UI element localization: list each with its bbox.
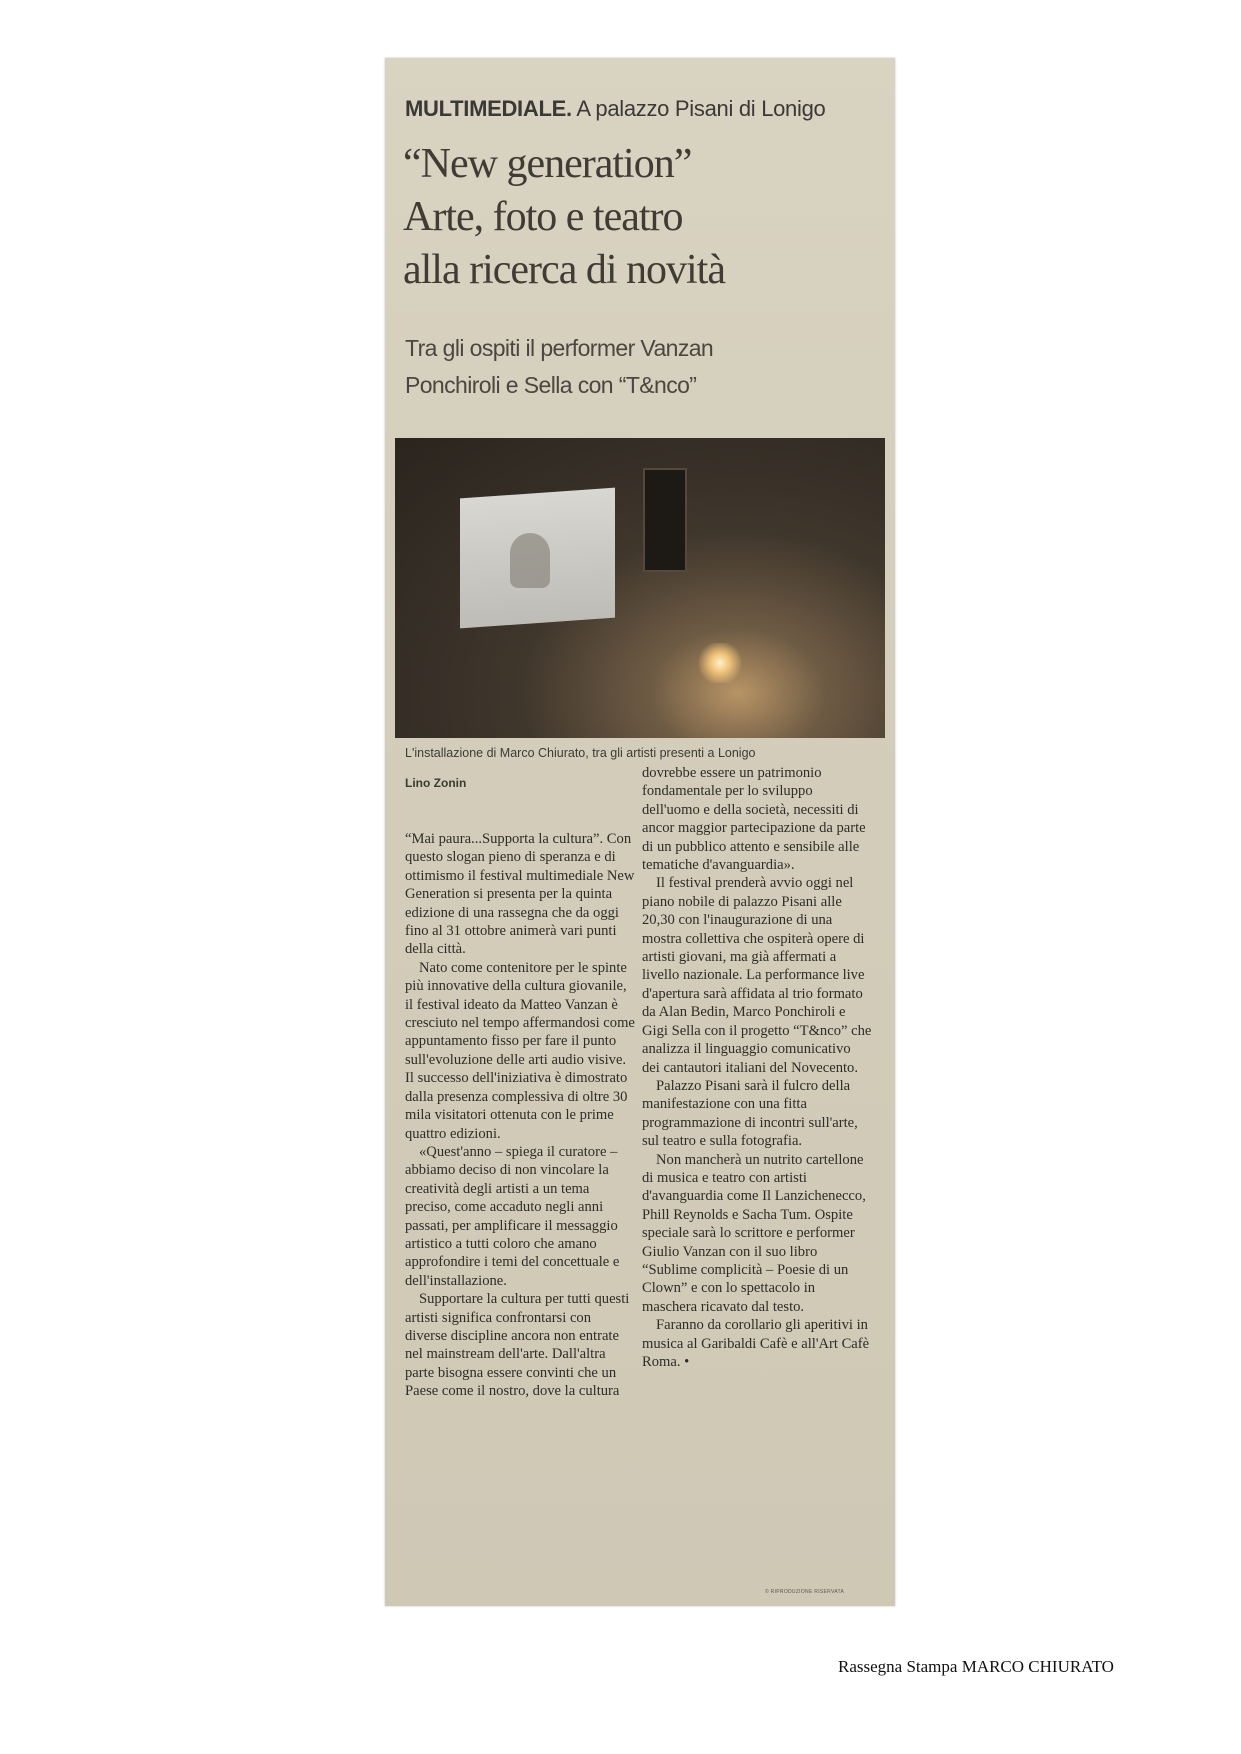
article-paragraph: Supportare la cultura per tutti questi artisti significa confrontarsi con diverse discipline ancora non entrate nel mainstream dell'arte. Dall'altra parte bisogna essere convinti che un Paese come il nostro, dove la cultura <box>405 1291 630 1400</box>
article-paragraph: “Mai paura...Supporta la cultura”. Con questo slogan pieno di speranza e di ottimismo il festival multimediale New Generation si presenta per la quinta edizione di una rassegna che da oggi fino al 31 ottobre animerà vari punti della città. <box>405 831 635 958</box>
article-paragraph: Non mancherà un nutrito cartellone di musica e teatro con artisti d'avanguardia come Il Lanzichenecco, Phill Reynolds e Sacha Tum. Ospite speciale sarà lo scrittore e performer Giulio Vanzan con il suo libro “Sublime complicità – Poesie di un Clown” e con lo spettacolo in maschera ricavato dal testo. <box>642 1151 866 1315</box>
subhead-line: Tra gli ospiti il performer Vanzan <box>405 335 714 361</box>
article-headline <box>403 138 888 297</box>
installation-photo <box>395 438 885 738</box>
article-paragraph: Il festival prenderà avvio oggi nel piano nobile di palazzo Pisani alle 20,30 con l'inaugurazione di una mostra collettiva che ospiterà opere di artisti giovani, ma già affermati a livello nazionale. La performance live d'apertura sarà affidata al trio formato da Alan Bedin, Marco Ponchiroli e Gigi Sella con il progetto “T&nco” che analizza il linguaggio comunicativo dei cantautori italiani del Novecento. <box>642 875 872 1076</box>
article-column-right <box>642 764 872 1371</box>
photo-caption: L'installazione di Marco Chiurato, tra gli artisti presenti a Lonigo <box>405 746 756 760</box>
projected-figure <box>510 533 550 588</box>
article-paragraph: Palazzo Pisani sarà il fulcro della manifestazione con una fitta programmazione di incontri sull'arte, sul teatro e sulla fotografia. <box>642 1077 858 1150</box>
candle-light <box>695 643 745 683</box>
article-kicker <box>405 96 885 122</box>
article-paragraph: «Quest'anno – spiega il curatore – abbiamo deciso di non vincolare la creatività degli artisti a un tema preciso, come accaduto negli anni passati, per amplificare il messaggio artistico a tutti coloro che amano approfondire i temi del concettuale e dell'installazione. <box>405 1143 620 1289</box>
headline-line: alla ricerca di novità <box>403 247 725 293</box>
press-review-footer: Rassegna Stampa MARCO CHIURATO <box>838 1657 1114 1676</box>
article-column-left <box>405 830 635 1401</box>
subhead-line: Ponchiroli e Sella con “T&nco” <box>405 372 697 398</box>
headline-line: Arte, foto e teatro <box>403 194 683 240</box>
article-subhead <box>405 330 890 404</box>
headline-line: “New generation” <box>403 141 692 187</box>
article-byline: Lino Zonin <box>405 776 467 790</box>
kicker-section-tag: MULTIMEDIALE. <box>405 96 572 121</box>
room-window <box>643 468 687 572</box>
article-paragraph: dovrebbe essere un patrimonio fondamentale per lo sviluppo dell'uomo e della società, necessiti di ancor maggior partecipazione da parte di un pubblico attento e sensibile alle tematiche d'avanguardia». <box>642 765 866 874</box>
article-paragraph: Faranno da corollario gli aperitivi in musica al Garibaldi Cafè e all'Art Cafè Roma. • <box>642 1317 870 1370</box>
kicker-place: A palazzo Pisani di Lonigo <box>576 96 826 121</box>
copyright-credit: © RIPRODUZIONE RISERVATA <box>765 1589 845 1595</box>
article-paragraph: Nato come contenitore per le spinte più innovative della cultura giovanile, il festival ideato da Matteo Vanzan è cresciuto nel tempo affermandosi come appuntamento fisso per fare il punto sull'evoluzione delle arti audio visive. Il successo dell'iniziativa è dimostrato dalla presenza complessiva di oltre 30 mila visitatori ottenuta con le prime quattro edizioni. <box>405 959 635 1142</box>
newspaper-clipping <box>385 58 895 1606</box>
